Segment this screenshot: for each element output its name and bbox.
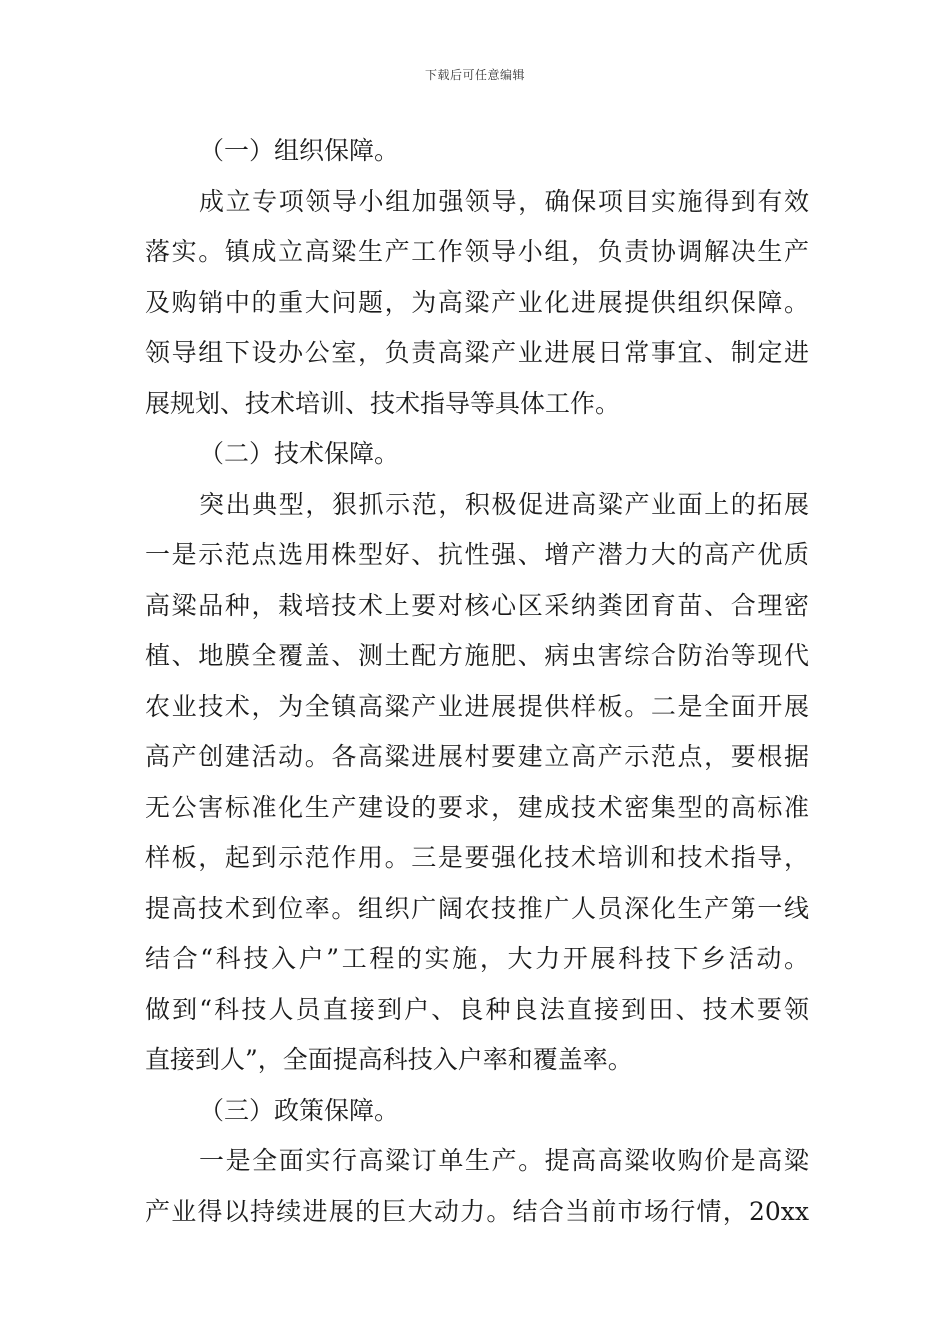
paragraph-line: 样板，起到示范作用。三是要强化技术培训和技术指导， xyxy=(145,843,809,872)
paragraph-line: 无公害标准化生产建设的要求，建成技术密集型的高标准 xyxy=(145,792,809,822)
paragraph-line: 领导组下设办公室，负责高粱产业进展日常事宜、制定进 xyxy=(145,338,809,367)
paragraph-line: 一是示范点选用株型好、抗性强、增产潜力大的高产优质 xyxy=(145,540,809,569)
paragraph-line: 突出典型，狠抓示范，积极促进高粱产业面上的拓展 xyxy=(199,489,809,519)
paragraph-line: 做到“科技人员直接到户、良种良法直接到田、技术要领 xyxy=(145,994,809,1024)
paragraph-line: 结合“科技入户”工程的实施，大力开展科技下乡活动。 xyxy=(145,944,809,973)
paragraph-line: 落实。镇成立高粱生产工作领导小组，负责协调解决生产 xyxy=(145,237,809,266)
page-header-note: 下载后可任意编辑 xyxy=(424,68,525,82)
paragraph-line: 提高技术到位率。组织广阔农技推广人员深化生产第一线 xyxy=(145,893,809,923)
paragraph-line: 展规划、技术培训、技术指导等具体工作。 xyxy=(145,388,621,418)
paragraph-line: 一是全面实行高粱订单生产。提高高粱收购价是高粱 xyxy=(199,1146,809,1175)
section-heading-policy: （三）政策保障。 xyxy=(199,1095,400,1125)
paragraph-line: 及购销中的重大问题，为高粱产业化进展提供组织保障。 xyxy=(145,287,809,317)
section-heading-organization: （一）组织保障。 xyxy=(199,136,400,165)
paragraph-line: 产业得以持续进展的巨大动力。结合当前市场行情，20xx xyxy=(145,1196,809,1226)
paragraph-line: 农业技术，为全镇高粱产业进展提供样板。二是全面开展 xyxy=(145,691,809,721)
paragraph-line: 成立专项领导小组加强领导，确保项目实施得到有效 xyxy=(199,186,809,216)
paragraph-line: 直接到人”，全面提高科技入户率和覆盖率。 xyxy=(145,1045,633,1074)
section-heading-technology: （二）技术保障。 xyxy=(199,439,400,468)
paragraph-line: 高产创建活动。各高粱进展村要建立高产示范点，要根据 xyxy=(145,742,809,771)
document-body xyxy=(145,126,809,1237)
paragraph-line: 高粱品种，栽培技术上要对核心区采纳粪团育苗、合理密 xyxy=(145,590,809,620)
paragraph-line: 植、地膜全覆盖、测土配方施肥、病虫害综合防治等现代 xyxy=(145,641,809,670)
